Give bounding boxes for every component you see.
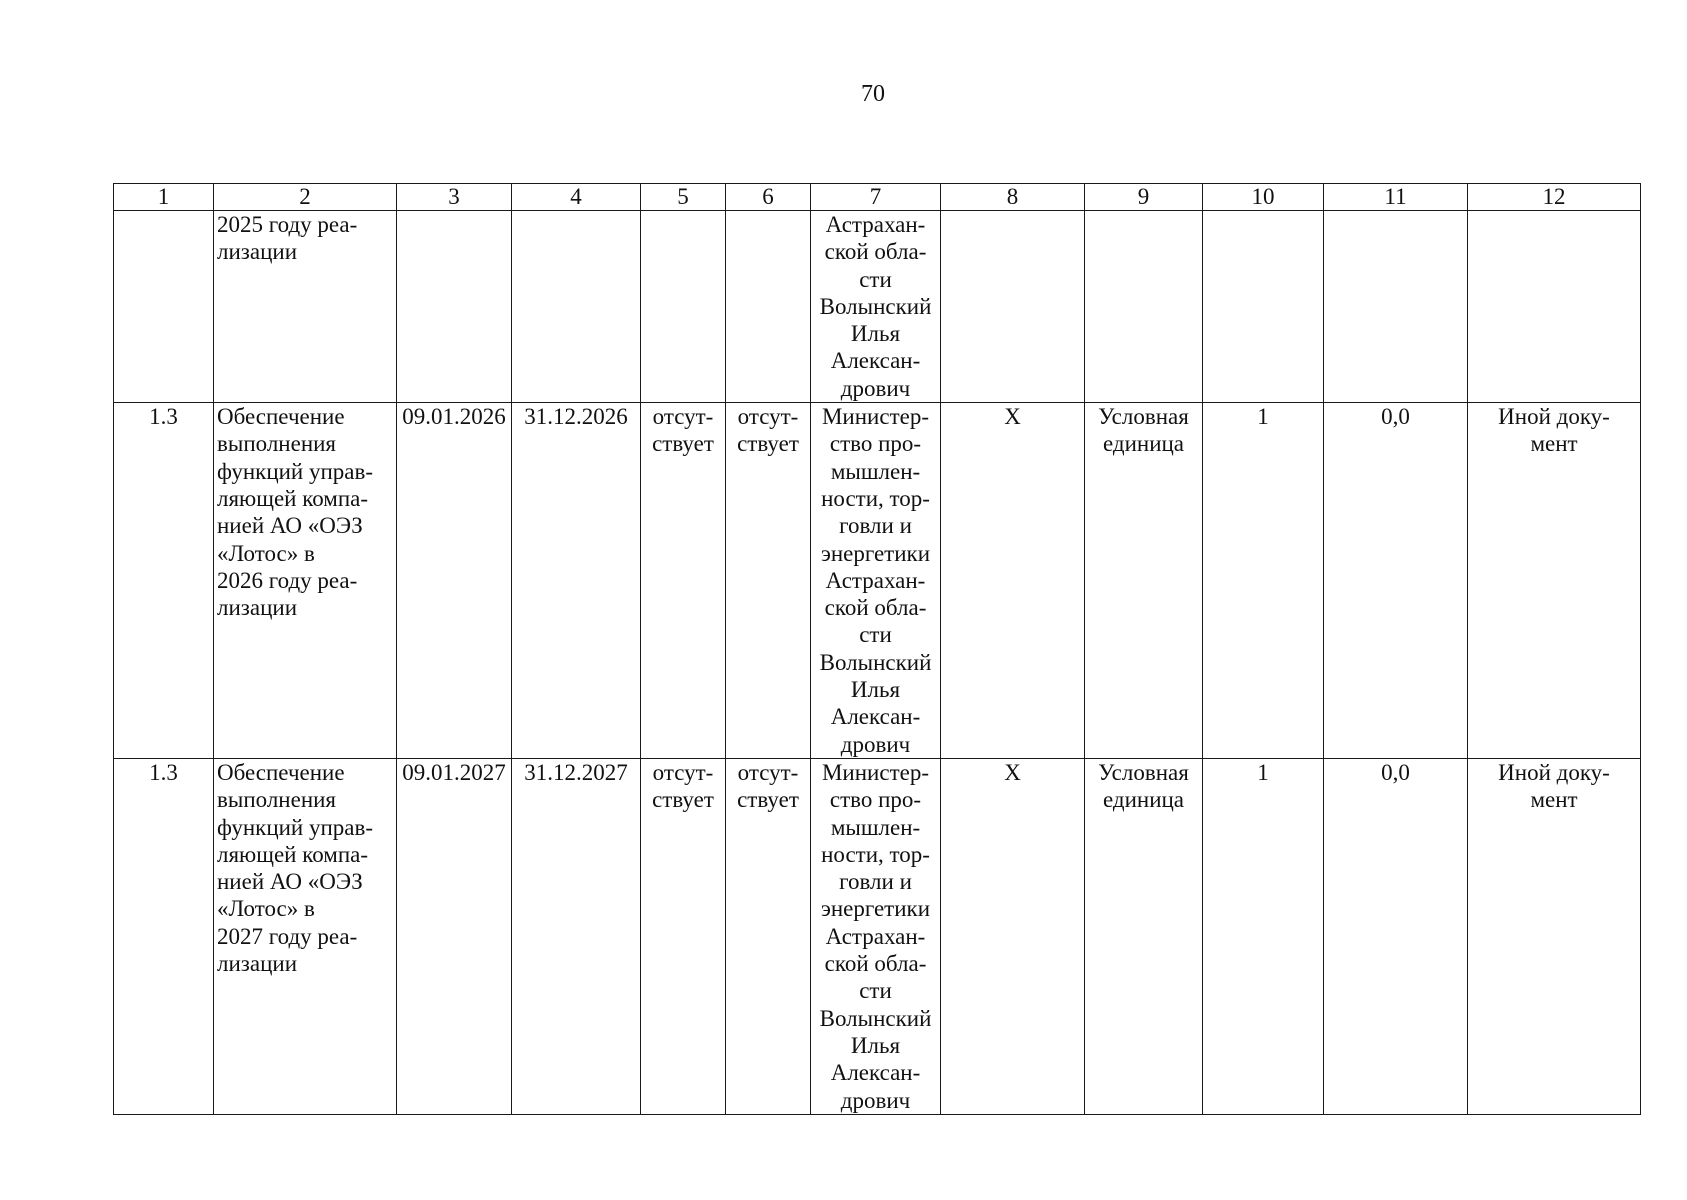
column-header-11: 11 xyxy=(1324,184,1468,211)
cell-responsible: Астрахан- ской обла- сти Волынский Илья Алексан- дрович xyxy=(811,211,941,403)
column-header-4: 4 xyxy=(512,184,641,211)
cell-col6 xyxy=(726,211,811,403)
cell-col5: отсут- ствует xyxy=(641,758,726,1114)
table-row xyxy=(114,403,1641,759)
cell-col11: 0,0 xyxy=(1324,758,1468,1114)
cell-end-date xyxy=(512,211,641,403)
table-row xyxy=(114,211,1641,403)
cell-unit: Условная единица xyxy=(1085,403,1203,759)
column-header-10: 10 xyxy=(1203,184,1324,211)
table-row xyxy=(114,758,1641,1114)
column-header-6: 6 xyxy=(726,184,811,211)
cell-number: 1.3 xyxy=(114,403,214,759)
cell-col8: X xyxy=(941,758,1085,1114)
cell-end-date: 31.12.2026 xyxy=(512,403,641,759)
header-row xyxy=(114,184,1641,211)
cell-unit xyxy=(1085,211,1203,403)
cell-document: Иной доку- мент xyxy=(1468,758,1641,1114)
cell-document xyxy=(1468,211,1641,403)
cell-col11: 0,0 xyxy=(1324,403,1468,759)
cell-col5: отсут- ствует xyxy=(641,403,726,759)
cell-col10 xyxy=(1203,211,1324,403)
column-header-2: 2 xyxy=(214,184,397,211)
cell-col8: X xyxy=(941,403,1085,759)
cell-col8 xyxy=(941,211,1085,403)
cell-responsible: Министер- ство про- мышлен- ности, тор- говли и энергетики Астрахан- ской обла- сти Волынский Илья Алексан- дрович xyxy=(811,758,941,1114)
page-number: 70 xyxy=(861,81,885,107)
cell-unit: Условная единица xyxy=(1085,758,1203,1114)
column-header-9: 9 xyxy=(1085,184,1203,211)
cell-start-date: 09.01.2027 xyxy=(397,758,512,1114)
cell-name: Обеспечение выполнения функций управ- ляющей компа- нией АО «ОЭЗ «Лотос» в 2027 году реа- лизации xyxy=(214,758,397,1114)
column-header-1: 1 xyxy=(114,184,214,211)
cell-document: Иной доку- мент xyxy=(1468,403,1641,759)
cell-number: 1.3 xyxy=(114,758,214,1114)
column-header-5: 5 xyxy=(641,184,726,211)
cell-col5 xyxy=(641,211,726,403)
cell-col6: отсут- ствует xyxy=(726,758,811,1114)
cell-col11 xyxy=(1324,211,1468,403)
cell-col10: 1 xyxy=(1203,403,1324,759)
cell-col6: отсут- ствует xyxy=(726,403,811,759)
column-header-3: 3 xyxy=(397,184,512,211)
cell-responsible: Министер- ство про- мышлен- ности, тор- говли и энергетики Астрахан- ской обла- сти Волынский Илья Алексан- дрович xyxy=(811,403,941,759)
cell-name: Обеспечение выполнения функций управ- ляющей компа- нией АО «ОЭЗ «Лотос» в 2026 году реа- лизации xyxy=(214,403,397,759)
cell-end-date: 31.12.2027 xyxy=(512,758,641,1114)
cell-name: 2025 году реа- лизации xyxy=(214,211,397,403)
column-header-7: 7 xyxy=(811,184,941,211)
cell-start-date: 09.01.2026 xyxy=(397,403,512,759)
cell-number xyxy=(114,211,214,403)
data-table xyxy=(113,183,1641,1115)
cell-start-date xyxy=(397,211,512,403)
column-header-8: 8 xyxy=(941,184,1085,211)
cell-col10: 1 xyxy=(1203,758,1324,1114)
column-header-12: 12 xyxy=(1468,184,1641,211)
